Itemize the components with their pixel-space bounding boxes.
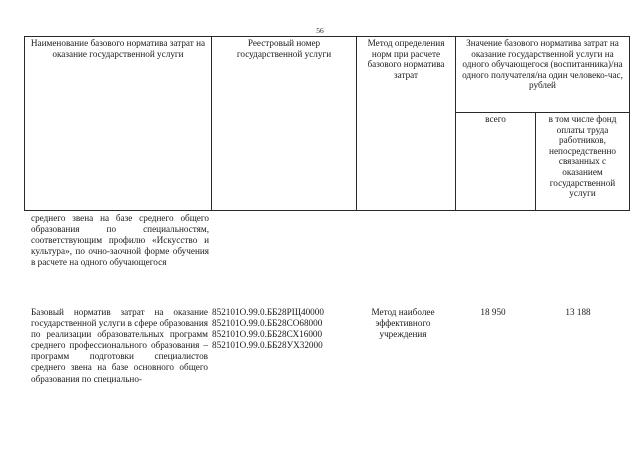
registry-code: 852101О.99.0.ББ28РЩ40000 [212, 307, 324, 317]
row-2-registry-codes [212, 307, 352, 351]
header-total: всего [456, 113, 536, 211]
row-2-description: Базовый норматив затрат на оказание государственной услуги в сфере образования по реализации образовательных программ среднего профессионального образования – программ подготовки специалистов среднего звена на базе основного общего образования по специально- [31, 307, 208, 384]
registry-code: 852101О.99.0.ББ28СО68000 [212, 318, 323, 329]
row-2-method: Метод наиболее эффективного учреждения [371, 307, 435, 340]
row-2-labor-fund: 13 188 [565, 307, 591, 317]
header-method: Метод определения норм при расчете базового норматива затрат [357, 37, 456, 211]
row-1-description: среднего звена на базе среднего общего образования по специальностям, соответствующим профилю «Искусство и культура», по очно-заочной форме обучения в расчете на одного обучающегося [31, 213, 209, 268]
header-norm-value: Значение базового норматива затрат на оказание государственной услуги на одного обучающегося (воспитанника)/на одного получателя/на один человеко-час, рублей [456, 37, 630, 113]
header-labor-fund: в том числе фонд оплаты труда работников, непосредственно связанных с оказанием государственной услуги [536, 113, 630, 211]
registry-code: 852101О.99.0.ББ28СХ16000 [212, 329, 323, 340]
header-service-name: Наименование базового норматива затрат на оказание государственной услуги [25, 37, 212, 211]
row-2-total: 18 950 [480, 307, 506, 317]
page-number: 56 [316, 26, 324, 35]
norms-table-header [24, 36, 630, 211]
registry-code: 852101О.99.0.ББ28УХ32000 [212, 340, 323, 351]
header-registry-number: Реестровый номер государственной услуги [212, 37, 357, 211]
